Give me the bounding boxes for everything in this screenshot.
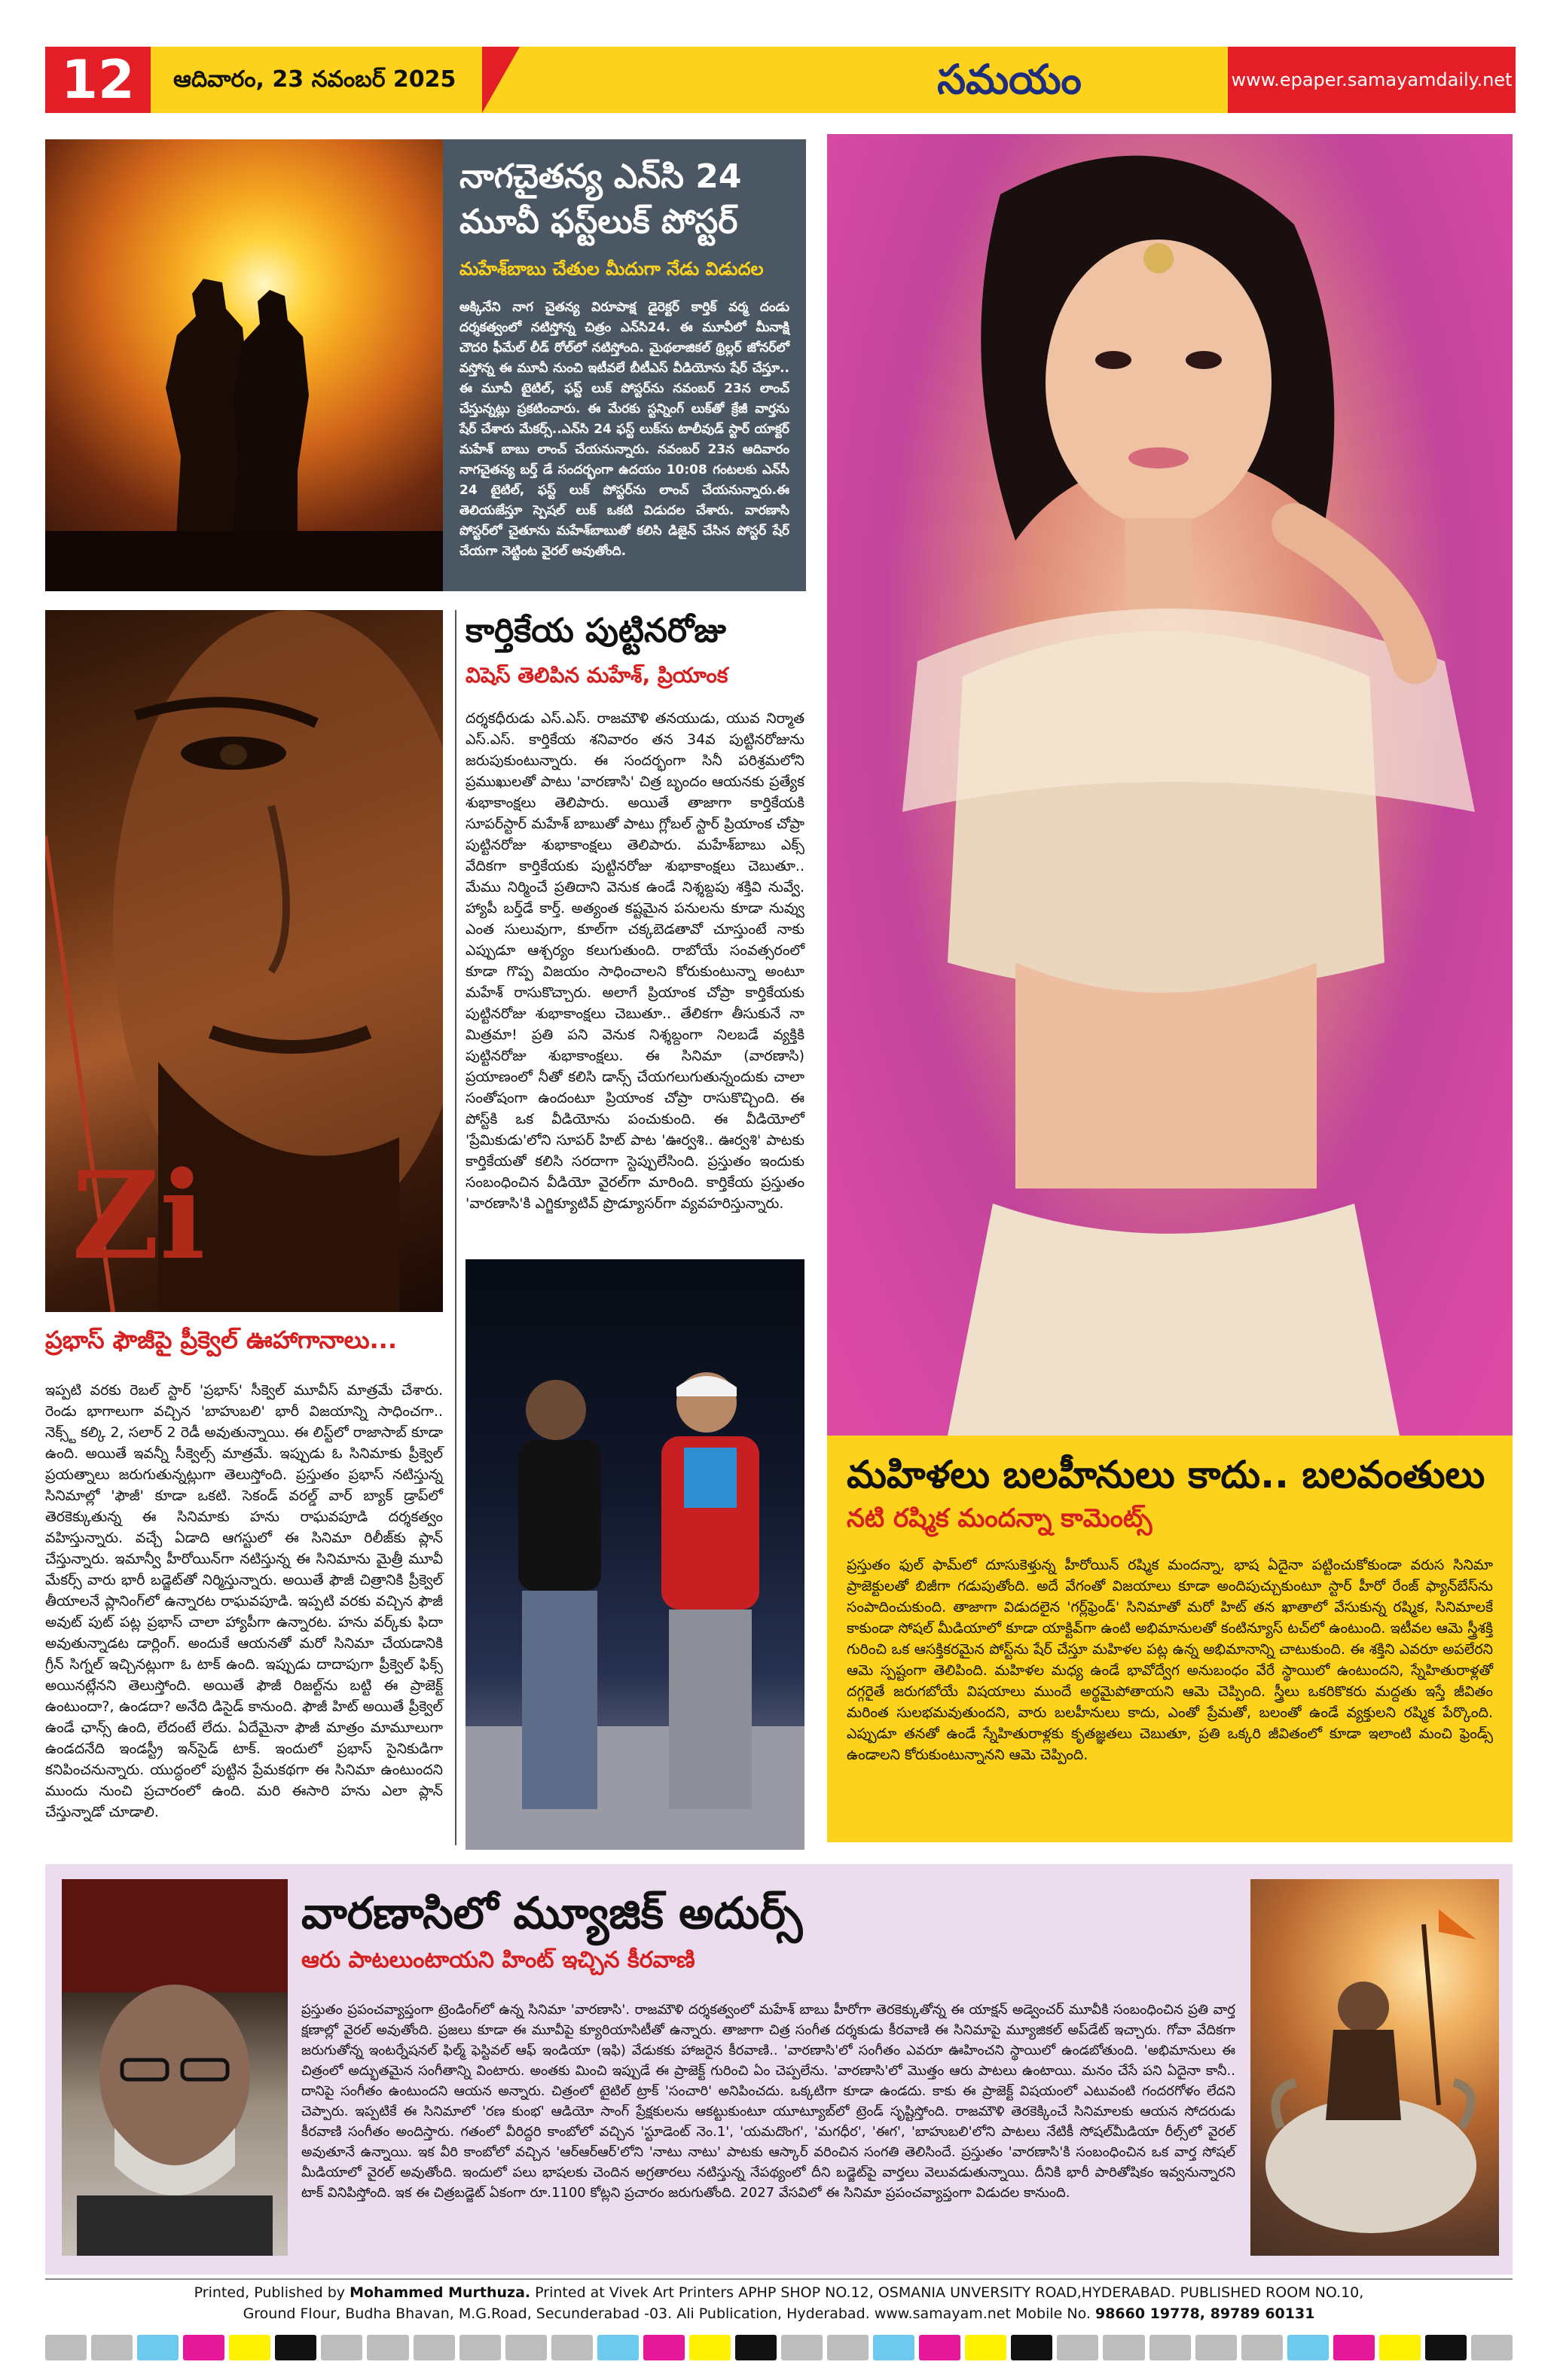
color-swatch [1103, 2335, 1144, 2360]
story-subheadline: మహేశ్‌బాబు చేతుల మీదుగా నేడు విడుదల [459, 258, 764, 279]
mobile-label: Mobile No. [1015, 2305, 1091, 2322]
color-swatch [1195, 2335, 1237, 2360]
masthead-logo: సమయం [937, 56, 1082, 103]
color-swatch [183, 2335, 224, 2360]
two-men-illustration [466, 1259, 804, 1850]
rajamouli-mahesh-photo [466, 1259, 804, 1850]
portrait-illustration [827, 134, 1513, 1436]
naga-chaitanya-poster-photo [45, 139, 443, 591]
color-swatch [414, 2335, 455, 2360]
mobile-numbers: 98660 19778, 89789 60131 [1094, 2305, 1315, 2322]
imprint-printer: Printed at Vivek Art Printers APHP SHOP NO.12, OSMANIA UNVERSITY ROAD,HYDERABAD. PUBLISHED ROOM NO.10, [535, 2284, 1364, 2301]
story-headline: ప్రభాస్ ఫౌజీపై ప్రీక్వెల్ ఊహాగానాలు... [45, 1326, 397, 1354]
color-swatch [689, 2335, 731, 2360]
story-headline: నాగచైతన్య ఎన్‌సి 24 మూవీ ఫస్ట్‌లుక్ పోస్టర్ [459, 157, 742, 241]
color-swatch [781, 2335, 823, 2360]
color-swatch [1379, 2335, 1421, 2360]
color-swatch [873, 2335, 914, 2360]
story-body: ప్రస్తుతం ఫుల్ ఫామ్‌లో దూసుకెళ్తున్న హీరోయిన్ రష్మిక మందన్నా, భాష ఏదైనా పట్టించుకోకుండా వరుస సినిమా ప్రాజెక్టులతో బిజీగా గడుపుతోంది. అదే వేగంతో విజయాలు కూడా అందిపుచ్చుకుంటూ స్టార్ హీరో రేంజ్ ఫ్యాన్‌బేస్‌ను సంపాదించుకుంది. తాజాగా విడుదలైన 'గర్ల్‌ఫ్రెండ్' సినిమాతో మరో హిట్ తన ఖాతాలో వేసుకున్న రష్మిక, సినిమాలకే కాకుండా సోషల్ మీడియాలో కూడా యాక్టివ్‌గా ఉంటి అభిమానులతో కంటిన్యూస్ టచ్‌లో ఉంటుంది. ఇటీవల ఆమె స్త్రీశక్తి గురించి ఒక ఆసక్తికరమైన పోస్ట్‌ను షేర్ చేస్తూ మహిళల పట్ల ఉన్న అభిమానాన్ని చాటుకుంది. ఈ శక్తిని ఎవరూ అపలేరని ఆమె స్పష్టంగా తెలిపింది. మహిళల మధ్య ఉండే భావోద్వేగ అనుబంధం వేరే స్థాయిలో ఉంటుందని, స్నేహితురాళ్లతో దగ్గరైతే జరుగబోయే విషయాలు ముందే అర్థమైపోతాయని ఆమె చెప్పింది. స్త్రీలు ఒకరికొకరు మద్దతు ఇస్తే జీవితం మరింత సులభమవుతుందని, వారు బలహీనులు కాదు, ఎంతో ప్రేమతో, బలంతో ఉండే వ్యక్తులని రష్మిక పేర్కొంది. ఎప్పుడూ తనతో ఉండే స్నేహితురాళ్లకు కృతజ్ఞతలు చెబుతూ, ప్రతి ఒక్కరి జీవితంలో కూడా ఇలాంటి మంచి ఫ్రెండ్స్ ఉండాలని కోరుకుంటున్నానని ఆమె చెప్పింది. [847, 1557, 1493, 1763]
story-subheadline: విషెస్ తెలిపిన మహేశ్, ప్రియాంక [466, 663, 728, 688]
color-swatch [91, 2335, 133, 2360]
story-subheadline: నటి రష్మిక మందన్నా కామెంట్స్ [847, 1503, 1152, 1533]
color-swatch [551, 2335, 593, 2360]
man-portrait-illustration [62, 1879, 288, 2256]
color-swatch [827, 2335, 869, 2360]
color-swatch [321, 2335, 362, 2360]
warrior-on-bull-illustration [1250, 1879, 1499, 2256]
page-number: 12 [45, 47, 151, 113]
story-subheadline: ఆరు పాటలుంటాయని హింట్ ఇచ్చిన కీరవాణి [301, 1947, 695, 1973]
color-swatch [1011, 2335, 1052, 2360]
color-swatch [367, 2335, 408, 2360]
color-swatch [597, 2335, 639, 2360]
color-swatch [459, 2335, 501, 2360]
color-swatch [1425, 2335, 1467, 2360]
publisher-name: Mohammed Murthuza. [350, 2284, 531, 2301]
rashmika-photo [827, 134, 1513, 1436]
color-swatch [643, 2335, 685, 2360]
color-swatch [1287, 2335, 1329, 2360]
color-swatch [45, 2335, 87, 2360]
color-swatch [505, 2335, 547, 2360]
color-swatch [275, 2335, 316, 2360]
color-swatch [735, 2335, 777, 2360]
print-color-bar [45, 2335, 1513, 2360]
story-rashmika [827, 1436, 1513, 1842]
story-body: దర్శకధీరుడు ఎస్.ఎస్. రాజమౌళి తనయుడు, యువ నిర్మాత ఎస్.ఎస్. కార్తికేయ శనివారం తన 34వ పుట్టినరోజును జరుపుకుంటున్నారు. ఈ సందర్భంగా సినీ పరిశ్రమలోని ప్రముఖులతో పాటు 'వారణాసి' చిత్ర బృందం ఆయనకు ప్రత్యేక శుభాకాంక్షలు తెలిపారు. అయితే తాజాగా కార్తికేయకి సూపర్‌స్టార్ మహేశ్ బాబుతో పాటు గ్లోబల్ స్టార్ ప్రియాంక చోప్రా పుట్టినరోజు శుభాకాంక్షలు తెలిపారు. మహేశ్‌బాబు ఎక్స్ వేదికగా కార్తికేయకు పుట్టినరోజు శుభాకాంక్షలు చెబుతూ.. మేము నిర్మించే ప్రతిదాని వెనుక ఉండే నిశ్శబ్దపు శక్తివి నువ్వే. హ్యాపీ బర్త్‌డే కార్త్. అత్యంత కష్టమైన పనులను కూడా నువ్వు ఎంత సులువుగా, కూల్‌గా చక్కబెడతావో చూస్తుంటే నాకు ఎప్పుడూ ఆశ్చర్యం కలుగుతుంది. రాబోయే సంవత్సరంలో కూడా గొప్ప విజయం సాధించాలని కోరుకుంటున్నా అంటూ మహేశ్ రాసుకొచ్చారు. అలాగే ప్రియాంక చోప్రా కార్తికేయకు పుట్టినరోజు శుభాకాంక్షలు చెబుతూ.. తేలికగా తీసుకునే నా మిత్రమా! ప్రతి పని వెనుక నిశ్శబ్దంగా నిలబడే వ్యక్తికి పుట్టినరోజు శుభాకాంక్షలు. ఈ సినిమా (వారణాసి) ప్రయాణంలో నీతో కలిసి డాన్స్ చేయగలుగుతున్నందుకు చాలా సంతోషంగా ఉందంటూ ప్రియాంక చోప్రా రాసుకొచ్చింది. ఈ పోస్ట్‌కి ఒక వీడియోను పంచుకుంది. ఈ వీడియోలో 'ప్రేమికుడు'లోని సూపర్ హిట్ పాట 'ఊర్వశి.. ఊర్వశి' పాటకు కార్తికేయతో కలిసి సరదాగా స్టెప్పులేసింది. ప్రస్తుతం ఇందుకు సంబంధించిన వీడియో వైరల్‌గా మారింది. కార్తికేయ ప్రస్తుతం 'వారణాసి'కి ఎగ్జిక్యూటివ్ ప్రొడ్యూసర్‌గా వ్యవహరిస్తున్నారు. [466, 710, 804, 1212]
story-headline: మహిళలు బలహీనులు కాదు.. బలవంతులు [847, 1453, 1485, 1497]
story-body: ఇప్పటి వరకు రెబల్ స్టార్ 'ప్రభాస్' సీక్వెల్ మూవీస్ మాత్రమే చేశారు. రెండు భాగాలుగా వచ్చిన 'బాహుబలి' భారీ విజయాన్ని సాధించగా.. నెక్స్ట్ కల్కి 2, సలార్ 2 రెడీ అవుతున్నాయి. ఈ లిస్ట్‌లో రాజాసాబ్ కూడా ఉంది. అయితే ఇవన్నీ సీక్వెల్స్ మాత్రమే. ఇప్పుడు ఓ సినిమాకు ప్రీక్వెల్ ప్రయత్నాలు జరుగుతున్నట్లుగా తెలుస్తోంది. ప్రస్తుతం ప్రభాస్ నటిస్తున్న సినిమాల్లో 'ఫౌజీ' కూడా ఒకటి. సెకండ్ వరల్డ్ వార్ బ్యాక్ డ్రాప్‌లో తెరకెక్కుతున్న ఈ సినిమాకు హను రాఘవపూడి దర్శకత్వం వహిస్తున్నారు. వచ్చే ఏడాది ఆగస్టులో ఈ సినిమా రిలీజ్‌కు ప్లాన్ చేస్తున్నారు. ఇమాన్వీ హీరోయిన్‌గా నటిస్తున్న ఈ సినిమాను మైత్రీ మూవీ మేకర్స్ వారు భారీ బడ్జెట్‌తో నిర్మిస్తున్నారు. అయితే ఫౌజీ చిత్రానికి ప్రీక్వెల్ తీయాలనే ప్లానింగ్‌లో ఉన్నారట రాఘవపూడి. ఇప్పటి వరకు వచ్చిన ఫౌజీ అవుట్ పుట్ పట్ల ప్రభాస్ చాలా హ్యాపీగా ఉన్నారట. హను వర్క్‌కు ఫిదా అవుతున్నాడట డార్లింగ్. అందుకే ఆయనతో మరో సినిమా చేయడానికి గ్రీన్ సిగ్నల్ ఇచ్చినట్లుగా ఓ టాక్ ఉంది. ఇప్పుడు దాదాపుగా ప్రీక్వెల్ ఫిక్స్ అయినట్లేనని తెలుస్తోంది. అయితే ఫౌజీ రిజల్ట్‌ను బట్టి ఈ ప్రాజెక్ట్ ఉంటుందా?, ఉండదా? అనేది డిసైడ్ కానుంది. ఫౌజీ హిట్ అయితే ప్రీక్వెల్ ఉండే ఛాన్స్ ఉంది, లేదంటే లేదు. ఏదేమైనా ఫౌజీ మాత్రం మామూలుగా ఉండదనేది ఇండస్ట్రీ ఇన్‌సైడ్ టాక్. ఇందులో ప్రభాస్ సైనికుడిగా కనిపించనున్నారు. యుద్ధంలో పుట్టిన ప్రేమకథగా ఈ సినిమా ఉంటుందని ముందు నుంచి ప్రచారంలో ఉంది. మరి ఈసారి హను ఎలా ప్లాన్ చేస్తున్నాడో చూడాలి. [45, 1382, 443, 1820]
story-body: ప్రస్తుతం ప్రపంచవ్యాప్తంగా ట్రెండింగ్‌లో ఉన్న సినిమా 'వారణాసి'. రాజమౌళి దర్శకత్వంలో మహేశ్ బాబు హీరోగా తెరకెక్కుతోన్న ఈ యాక్షన్ అడ్వెంచర్ మూవీకి సంబంధించిన ప్రతి వార్త క్షణాల్లో వైరల్ అవుతోంది. ప్రజలు కూడా ఈ మూవీపై క్యూరియాసిటీతో ఉన్నారు. తాజాగా చిత్ర సంగీత దర్శకుడు కీరవాణి ఈ సినిమాపై మ్యూజికల్ అప్‌డేట్ ఇచ్చారు. గోవా వేదికగా జరుగుతోన్న ఇంటర్నేషనల్ ఫిల్మ్ ఫెస్టివల్ ఆఫ్ ఇండియా (ఇఫి) వేడుకకు హాజరైన కీరవాణి.. 'వారణాసి'లో సంగీతం ఎవరూ ఊహించని స్థాయిలో ఉండబోతుంది. 'అభిమానులు ఈ చిత్రంలో అద్భుతమైన సంగీతాన్ని వింటారు. అంతకు మించి ఇప్పుడే ఈ ప్రాజెక్ట్ గురించి ఏం చెప్పలేను. 'వారణాసి'లో మొత్తం ఆరు పాటలు ఉంటాయి. మనం చేసే పని ఏదైనా కానీ.. దానిపై సంగీతం ఉంటుందని ఆయన అన్నారు. చిత్రంలో టైటిల్ ట్రాక్ 'సంచారి' అనిపించదు. ఒక్కటిగా కూడా ఉండదు. కాకు ఈ ప్రాజెక్ట్ విషయంలో ఎటువంటి గందరగోళం లేదని చెప్పారు. ఇప్పటికే ఈ సినిమాలో 'రణ కుంభ' ఆడియో సాంగ్ ప్రేక్షకులను ఆకట్టుకుంటూ యూట్యూబ్‌లో ట్రెండ్ సృష్టిస్తోంది. రాజమౌళి తెరకెక్కించే సినిమాలకు ఆయన సోదరుడు కీరవాణి సంగీతం అందిస్తారు. గతంలో వీరిద్దరి కాంబోలో వచ్చిన 'స్టూడెంట్ నెం.1', 'యమదొంగ', 'మగధీర', 'ఈగ', 'బాహుబలి'లోని పాటలు నేటికీ సోషల్‌మీడియా రీల్స్‌లో వైరల్ అవుతూనే ఉన్నాయి. ఇక వీరి కాంబోలో వచ్చిన 'ఆర్ఆర్ఆర్'లోని 'నాటు నాటు' పాటకు ఆస్కార్ వరించిన సంగతి తెలిసిందే. ప్రస్తుతం 'వారణాసి'కి సంబంధించిన ఒక వార్త సోషల్ మీడియాలో వైరల్ అవుతోంది. ఇందులో పలు భాషలకు చెందిన అగ్రతారలు నటిస్తున్న నేపథ్యంలో దీని బడ్జెట్‌పై వార్తలు వెలువడుతున్నాయి. దీనికి భారీ పారితోషికం ఇవ్వనున్నారని టాక్ వినిపిస్తోంది. ఇక ఈ చిత్రబడ్జెట్ ఏకంగా రూ.1100 కోట్లని ప్రచారం జరుగుతోంది. 2027 వేసవిలో ఈ సినిమా ప్రపంచవ్యాప్తంగా విడుదల కానుంది. [301, 2002, 1236, 2201]
imprint-prefix: Printed, Published by [194, 2284, 346, 2301]
imprint-line [45, 2282, 1513, 2327]
epaper-url[interactable]: www.epaper.samayamdaily.net [1228, 47, 1516, 113]
story-body: అక్కినేని నాగ చైతన్య విరూపాక్ష డైరెక్టర్ కార్తిక్ వర్మ దండు దర్శకత్వంలో నటిస్తోన్న చిత్రం ఎన్‌సి24. ఈ మూవీలో మీనాక్షి చౌదరి ఫీమేల్ లీడ్ రోల్‌లో నటిస్తోంది. మైథలాజికల్ థ్రిల్లర్ జోనర్‌లో వస్తోన్న ఈ మూవీ నుంచి ఇటీవలే బీటీఎస్ వీడియోను షేర్ చేస్తూ.. ఈ మూవీ టైటిల్, ఫస్ట్ లుక్ పోస్టర్‌ను నవంబర్ 23న లాంచ్ చేస్తున్నట్లు ప్రకటించారు. ఈ మేరకు స్టన్నింగ్ లుక్‌తో క్రేజీ వార్తను షేర్ చేశారు మేకర్స్..ఎన్‌సి 24 ఫస్ట్ లుక్‌ను టాలీవుడ్ స్టార్ యాక్టర్ మహేశ్ బాబు లాంచ్ చేయనున్నారు. నవంబర్ 23న ఆదివారం నాగచైతన్య బర్త్ డే సందర్భంగా ఉదయం 10:08 గంటలకు ఎన్‌సీ 24 టైటిల్, ఫస్ట్ లుక్ పోస్టర్‌ను లాంచ్ చేయనున్నారు.ఈ తెలియజేస్తూ స్పెషల్ లుక్ ఒకటి విడుదల చేశారు. వారణాసి పోస్టర్‌లో చైతూను మహేశ్‌బాబుతో కలిసి డిజైన్ చేసిన పోస్టర్ షేర్ చేయగా నెట్టింట వైరల్ అవుతోంది. [459, 300, 789, 559]
varanasi-still-photo [1250, 1879, 1499, 2256]
color-swatch [1333, 2335, 1375, 2360]
poster-title-text: Zi [72, 1145, 206, 1286]
column-rule [455, 610, 456, 1845]
color-swatch [137, 2335, 179, 2360]
color-swatch [1149, 2335, 1191, 2360]
color-swatch [1471, 2335, 1513, 2360]
story-naga-chaitanya [443, 139, 806, 591]
keeravani-photo [62, 1879, 288, 2256]
imprint-address: Ground Flour, Budha Bhavan, M.G.Road, Secunderabad -03. Ali Publication, Hyderabad. www.samayam.net [243, 2305, 1011, 2322]
color-swatch [1057, 2335, 1098, 2360]
silhouette-figures [45, 139, 443, 591]
color-swatch [229, 2335, 270, 2360]
issue-date: ఆదివారం, 23 నవంబర్ 2025 [173, 66, 456, 93]
color-swatch [919, 2335, 960, 2360]
footer-rule [45, 2278, 1513, 2280]
story-headline: కార్తికేయ పుట్టినరోజు [466, 612, 726, 650]
color-swatch [1241, 2335, 1283, 2360]
color-swatch [965, 2335, 1006, 2360]
story-headline: వారణాసిలో మ్యూజిక్ అదుర్స్ [301, 1887, 803, 1939]
